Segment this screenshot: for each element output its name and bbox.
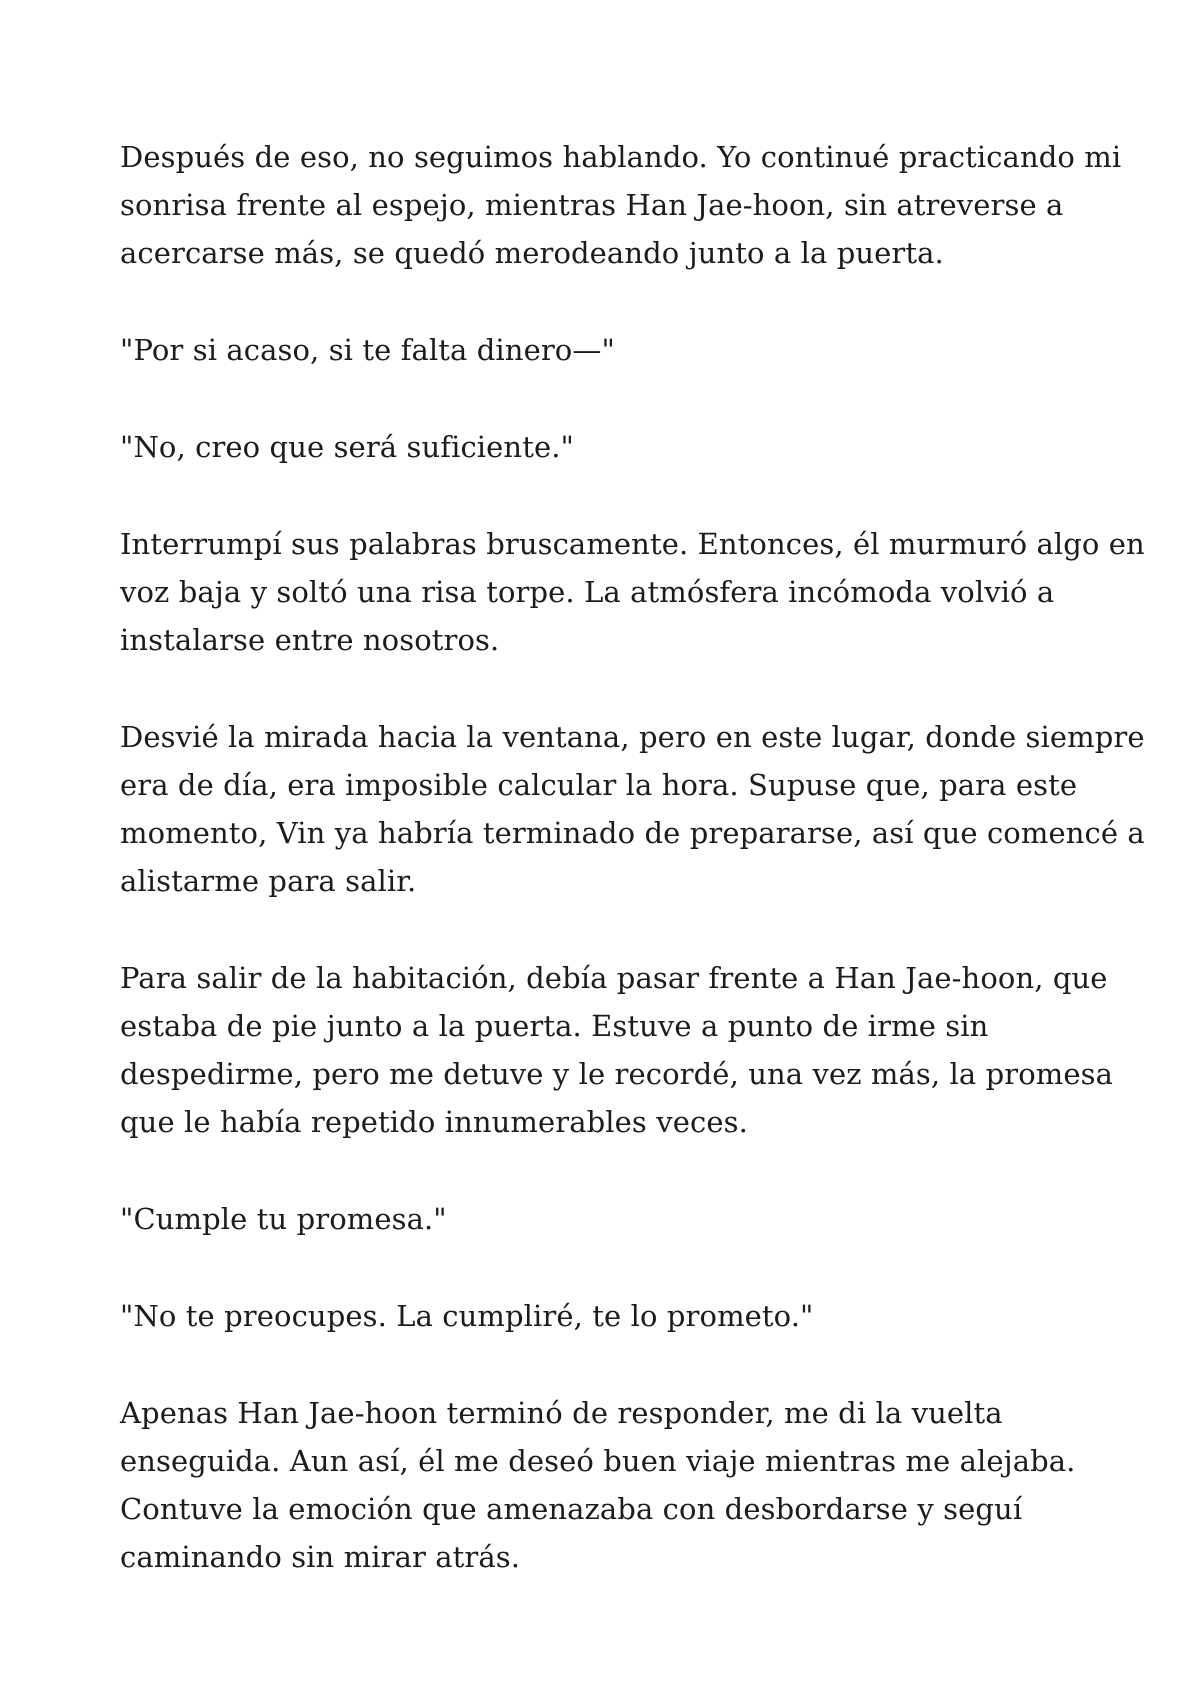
paragraph-9: [120, 1389, 1120, 1581]
paragraph-spacer: [120, 277, 1120, 326]
paragraph-line: Después de eso, no seguimos hablando. Yo continué practicando mi: [120, 140, 1122, 174]
dialogue-line: "No te preocupes. La cumpliré, te lo prometo.": [120, 1299, 814, 1333]
paragraph-line: Contuve la emoción que amenazaba con desbordarse y seguí: [120, 1492, 1023, 1526]
paragraph-line: que le había repetido innumerables veces.: [120, 1105, 748, 1139]
paragraph-line: Interrumpí sus palabras bruscamente. Entonces, él murmuró algo en: [120, 527, 1145, 561]
paragraph-spacer: [120, 1243, 1120, 1292]
dialogue-line: "No, creo que será suficiente.": [120, 430, 574, 464]
paragraph-line: era de día, era imposible calcular la hora. Supuse que, para este: [120, 768, 1078, 802]
document-body: [120, 133, 1145, 1581]
paragraph-5: [120, 713, 1145, 905]
paragraph-spacer: [120, 664, 1120, 713]
paragraph-4: [120, 520, 1145, 664]
paragraph-line: despedirme, pero me detuve y le recordé, una vez más, la promesa: [120, 1057, 1114, 1091]
paragraph-8: [120, 1292, 1120, 1340]
paragraph-spacer: [120, 471, 1120, 520]
paragraph-line: momento, Vin ya habría terminado de prepararse, así que comencé a: [120, 816, 1145, 850]
paragraph-6: [120, 954, 1120, 1146]
paragraph-line: sonrisa frente al espejo, mientras Han Jae-hoon, sin atreverse a: [120, 188, 1064, 222]
paragraph-spacer: [120, 905, 1120, 954]
paragraph-spacer: [120, 374, 1120, 423]
paragraph-spacer: [120, 1340, 1120, 1389]
paragraph-line: Desvié la mirada hacia la ventana, pero en este lugar, donde siempre: [120, 720, 1145, 754]
paragraph-line: instalarse entre nosotros.: [120, 623, 500, 657]
paragraph-line: caminando sin mirar atrás.: [120, 1540, 521, 1574]
paragraph-line: voz baja y soltó una risa torpe. La atmósfera incómoda volvió a: [120, 575, 1055, 609]
paragraph-3: [120, 423, 1120, 471]
paragraph-spacer: [120, 1146, 1120, 1195]
paragraph-1: [120, 133, 1120, 277]
paragraph-7: [120, 1195, 1120, 1243]
paragraph-line: enseguida. Aun así, él me deseó buen viaje mientras me alejaba.: [120, 1444, 1076, 1478]
paragraph-line: Apenas Han Jae-hoon terminó de responder, me di la vuelta: [120, 1396, 1003, 1430]
dialogue-line: "Por si acaso, si te falta dinero—": [120, 333, 615, 367]
paragraph-line: alistarme para salir.: [120, 864, 417, 898]
paragraph-line: acercarse más, se quedó merodeando junto a la puerta.: [120, 236, 944, 270]
paragraph-line: estaba de pie junto a la puerta. Estuve a punto de irme sin: [120, 1009, 989, 1043]
paragraph-line: Para salir de la habitación, debía pasar frente a Han Jae-hoon, que: [120, 961, 1108, 995]
dialogue-line: "Cumple tu promesa.": [120, 1202, 447, 1236]
paragraph-2: [120, 326, 1120, 374]
